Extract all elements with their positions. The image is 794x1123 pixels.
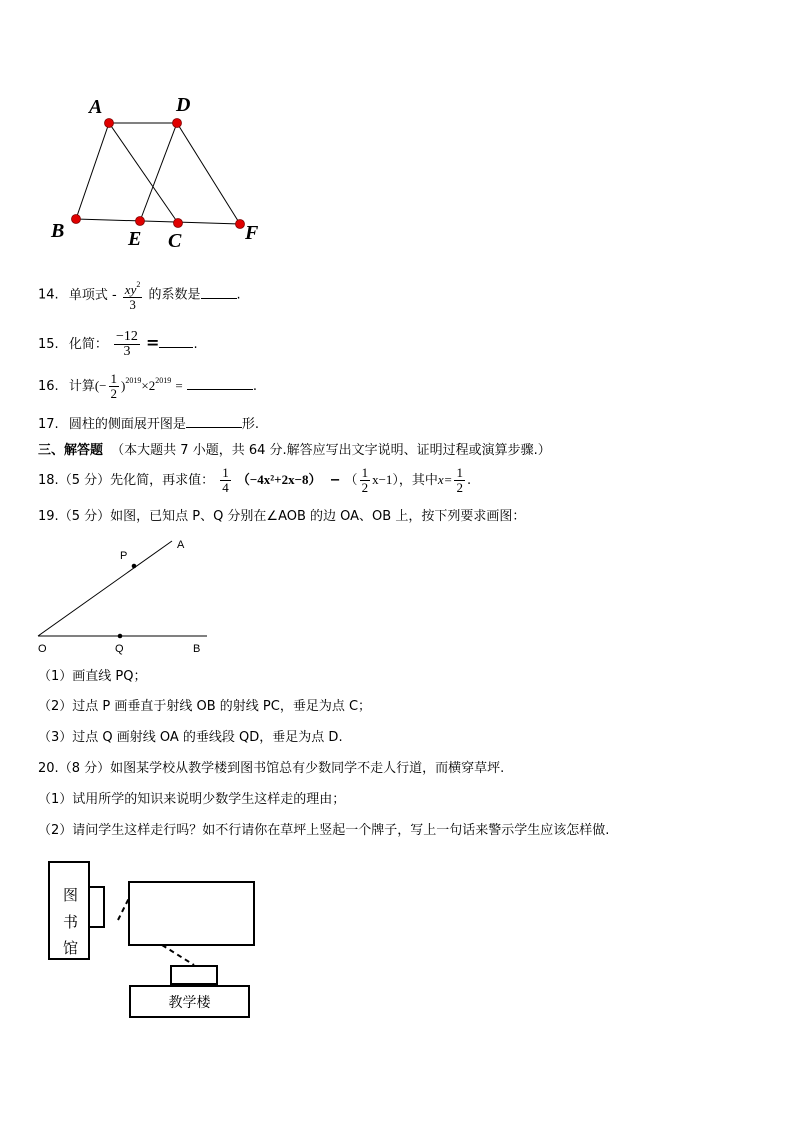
q18-points: （5 分）先化简，再求值： bbox=[58, 473, 215, 488]
q19-text: （5 分）如图，已知点 P、Q 分别在∠AOB 的边 OA、OB 上，按下列要求画图： bbox=[58, 509, 526, 524]
question-17: 17. 圆柱的侧面展开图是 形. bbox=[38, 414, 259, 434]
q14-prefix: 单项式 - bbox=[68, 287, 117, 303]
q16-prefix: 计算 bbox=[68, 379, 95, 394]
q18-fraction-1: $\frac{1}{4}$ bbox=[222, 465, 229, 495]
teaching-building-door bbox=[171, 966, 217, 984]
q18-fraction-2: $\frac{1}{2}$ bbox=[361, 465, 369, 495]
question-15: 15. 化简： $\frac{-12}{3}$ = . bbox=[38, 329, 198, 359]
q18-number: 18. bbox=[38, 473, 59, 488]
q19-sub-2: （2）过点 P 画垂直于射线 OB 的射线 PC，垂足为点 C； bbox=[38, 699, 372, 714]
label-a-ray: A bbox=[177, 539, 185, 551]
teaching-building-label: 教学楼 bbox=[168, 995, 211, 1011]
q20-number: 20. bbox=[38, 761, 59, 776]
q15-number: 15. bbox=[38, 337, 59, 352]
q14-suffix: 的系数是 bbox=[148, 287, 201, 303]
q16-number: 16. bbox=[38, 379, 59, 394]
question-18: 18.（5 分）先化简，再求值： $\frac{1}{4}$ （−4x²+2x−8） − （ $\frac{1}{2}$ x−1），其中x= $\frac{1}{2}$ . bbox=[38, 465, 472, 495]
shortcut-path-2 bbox=[162, 945, 194, 965]
q17-number: 17. bbox=[38, 417, 59, 432]
shortcut-path-1 bbox=[118, 898, 129, 920]
q18-expression-2: x−1），其中 bbox=[372, 472, 438, 487]
q15-prefix: 化简： bbox=[68, 337, 108, 352]
label-b-ray: B bbox=[193, 643, 201, 655]
section-3-note: （本大题共 7 小题，共 64 分.解答应写出文字说明、证明过程或演算步骤.） bbox=[111, 443, 551, 458]
q17-prefix: 圆柱的侧面展开图是 bbox=[68, 417, 186, 432]
label-b: B bbox=[51, 220, 65, 242]
q20-sub-2: （2）请问学生这样走行吗？如不行请你在草坪上竖起一个牌子，写上一句话来警示学生应该怎样做. bbox=[38, 823, 610, 838]
library-char-3: 馆 bbox=[63, 939, 79, 957]
label-a: A bbox=[89, 96, 103, 118]
q18-fraction-3: $\frac{1}{2}$ bbox=[456, 465, 463, 495]
q14-number: 14. bbox=[38, 287, 59, 303]
section-3-title: 三、解答题 bbox=[38, 443, 104, 458]
q15-fraction: $\frac{-12}{3}$ bbox=[115, 329, 138, 359]
q19-number: 19. bbox=[38, 509, 59, 524]
label-c: C bbox=[168, 230, 182, 252]
q18-expression-1: （−4x²+2x−8） bbox=[236, 472, 322, 487]
library-char-1: 图 bbox=[63, 886, 79, 904]
q19-sub-1: （1）画直线 PQ； bbox=[38, 669, 147, 684]
label-p: P bbox=[120, 550, 128, 562]
library-char-2: 书 bbox=[63, 913, 79, 931]
q20-sub-1: （1）试用所学的知识来说明少数学生这样走的理由； bbox=[38, 792, 346, 807]
label-o: O bbox=[38, 643, 47, 655]
lawn-box bbox=[129, 882, 254, 945]
q19-sub-3: （3）过点 Q 画射线 OA 的垂线段 QD，垂足为点 D. bbox=[38, 730, 343, 745]
label-f: F bbox=[245, 222, 259, 244]
label-q: Q bbox=[115, 643, 124, 655]
q16-fraction: $\frac{1}{2}$ bbox=[110, 371, 118, 401]
library-door bbox=[89, 887, 104, 927]
q20-text: （8 分）如图某学校从教学楼到图书馆总有少数同学不走人行道，而横穿草坪. bbox=[58, 761, 505, 776]
question-14: 14. 单项式 - $\frac{xy^2}{3}$ 的系数是 . bbox=[38, 280, 241, 312]
label-e: E bbox=[128, 228, 142, 250]
q14-fraction: $\frac{xy^2}{3}$ bbox=[124, 280, 141, 312]
label-d: D bbox=[176, 94, 191, 116]
question-16: 16. 计算(− $\frac{1}{2}$ )$^{2019}\times 2^{2019}$ = . bbox=[38, 371, 257, 401]
